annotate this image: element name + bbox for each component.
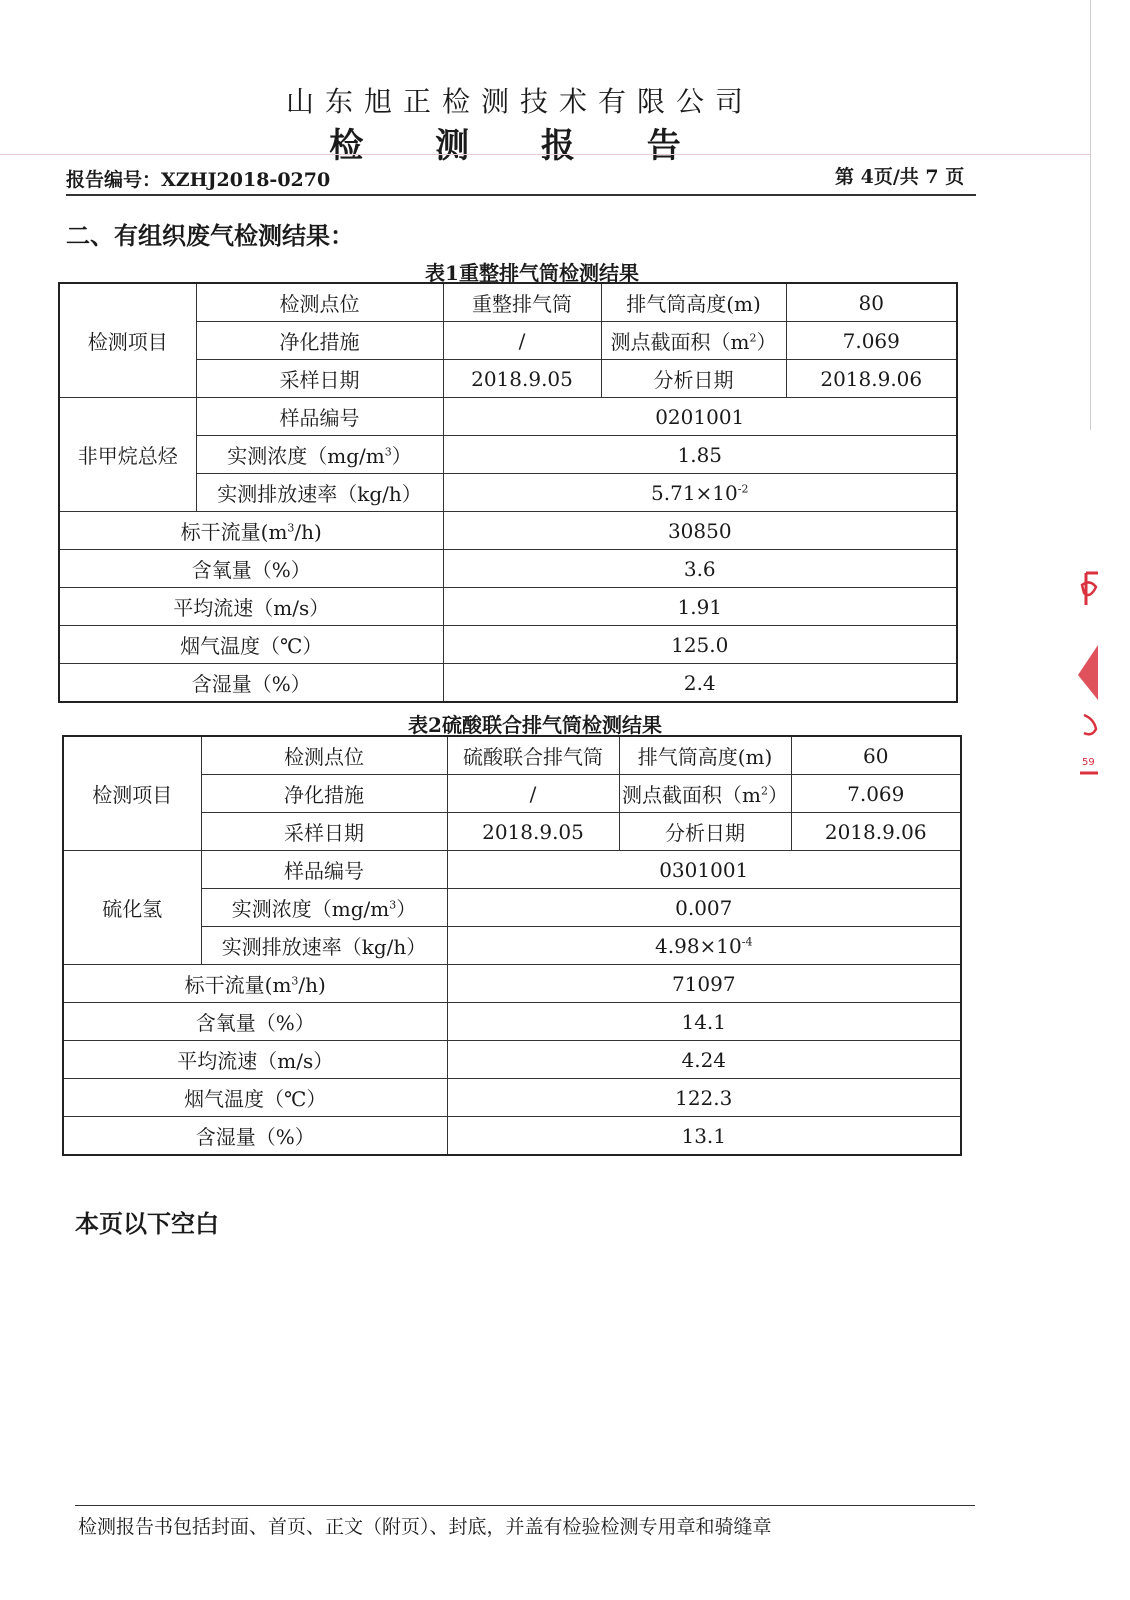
page-edge — [1090, 0, 1091, 430]
table-row — [63, 851, 961, 889]
table-row — [59, 398, 957, 436]
cell-value: 125.0 — [443, 626, 957, 664]
cell-value: 2018.9.05 — [443, 360, 601, 398]
cell-value: 7.069 — [791, 775, 961, 813]
cell-label: 含湿量（%） — [59, 664, 443, 703]
pollutant-label: 非甲烷总烃 — [59, 398, 196, 512]
cell-value: 1.91 — [443, 588, 957, 626]
table-row — [63, 1117, 961, 1156]
cell-value: 2.4 — [443, 664, 957, 703]
cell-label: 标干流量$(m^3/h)$ — [63, 965, 447, 1003]
header-rule — [66, 194, 976, 196]
cell-value: 71097 — [447, 965, 961, 1003]
cell-label: 含湿量（%） — [63, 1117, 447, 1156]
cell-value: 122.3 — [447, 1079, 961, 1117]
table-row — [63, 1003, 961, 1041]
cell-label: 烟气温度（℃） — [63, 1079, 447, 1117]
cell-label: 含氧量（%） — [59, 550, 443, 588]
cell-value: 2018.9.06 — [786, 360, 957, 398]
cell-label: 检测点位 — [201, 736, 447, 775]
project-label: 检测项目 — [63, 736, 201, 851]
cell-value: 7.069 — [786, 322, 957, 360]
table-row — [59, 588, 957, 626]
cell-label: 标干流量$(m^3/h)$ — [59, 512, 443, 550]
cell-value: 2018.9.06 — [791, 813, 961, 851]
cell-label: 排气筒高度(m) — [601, 283, 786, 322]
cell-value: 13.1 — [447, 1117, 961, 1156]
footer-note: 检测报告书包括封面、首页、正文（附页）、封底，并盖有检验检测专用章和骑缝章 — [78, 1516, 772, 1538]
cell-label: 分析日期 — [601, 360, 786, 398]
cell-label: 样品编号 — [196, 398, 443, 436]
table-row — [63, 1041, 961, 1079]
table2 — [62, 735, 962, 1156]
table-row — [59, 512, 957, 550]
blank-page-note: 本页以下空白 — [75, 1209, 219, 1238]
pollutant-label: 硫化氢 — [63, 851, 201, 965]
cell-label: 净化措施 — [201, 775, 447, 813]
cell-label: 平均流速（m/s） — [59, 588, 443, 626]
report-title: 检 测 报 告 — [329, 126, 711, 166]
table2-caption: 表2硫酸联合排气筒检测结果 — [408, 713, 662, 737]
cell-label: 检测点位 — [196, 283, 443, 322]
stamp-text: 59 — [1082, 757, 1095, 768]
report-number: 报告编号：XZHJ2018-0270 — [66, 169, 331, 191]
cell-label: 排气筒高度(m) — [619, 736, 791, 775]
table-row — [63, 736, 961, 775]
cell-value: 80 — [786, 283, 957, 322]
cell-value: 0.007 — [447, 889, 961, 927]
cell-label: 分析日期 — [619, 813, 791, 851]
table-row — [63, 965, 961, 1003]
cell-value: / — [447, 775, 619, 813]
table-row — [59, 664, 957, 703]
cell-label: 平均流速（m/s） — [63, 1041, 447, 1079]
project-label: 检测项目 — [59, 283, 196, 398]
cell-label: 实测浓度$(mg/m^3)$ — [196, 436, 443, 474]
cell-label: 烟气温度（℃） — [59, 626, 443, 664]
table-row — [63, 1079, 961, 1117]
seal-stamp-icon — [1072, 565, 1100, 780]
cell-label: 净化措施 — [196, 322, 443, 360]
cell-value: 30850 — [443, 512, 957, 550]
cell-label: 采样日期 — [196, 360, 443, 398]
cell-value: / — [443, 322, 601, 360]
cell-value: 60 — [791, 736, 961, 775]
cell-label: 实测排放速率（kg/h） — [201, 927, 447, 965]
table1 — [58, 282, 958, 703]
page-number: 第 4页/共 7 页 — [835, 166, 965, 188]
cell-value: 1.85 — [443, 436, 957, 474]
cell-label: 含氧量（%） — [63, 1003, 447, 1041]
table1-caption: 表1重整排气筒检测结果 — [425, 261, 639, 285]
cell-label: 采样日期 — [201, 813, 447, 851]
table-row — [59, 550, 957, 588]
cell-label: 样品编号 — [201, 851, 447, 889]
cell-value: 2018.9.05 — [447, 813, 619, 851]
cell-value: 4.24 — [447, 1041, 961, 1079]
footer-rule — [75, 1505, 975, 1506]
cell-label: 实测浓度$(mg/m^3)$ — [201, 889, 447, 927]
cell-label: 测点截面积$(m^2)$ — [601, 322, 786, 360]
cell-value: $5.71\times 10^{-2}$ — [443, 474, 957, 512]
cell-value: 14.1 — [447, 1003, 961, 1041]
section-title: 二、有组织废气检测结果： — [66, 221, 354, 250]
cell-value: 重整排气筒 — [443, 283, 601, 322]
company-name: 山东旭正检测技术有限公司 — [285, 85, 754, 118]
cell-label: 实测排放速率（kg/h） — [196, 474, 443, 512]
cell-value: 0301001 — [447, 851, 961, 889]
table-row — [59, 626, 957, 664]
table-row — [59, 283, 957, 322]
cell-value: 0201001 — [443, 398, 957, 436]
cell-value: 3.6 — [443, 550, 957, 588]
header-divider — [0, 154, 1090, 155]
cell-label: 测点截面积$(m^2)$ — [619, 775, 791, 813]
cell-value: $4.98\times 10^{-4}$ — [447, 927, 961, 965]
cell-value: 硫酸联合排气筒 — [447, 736, 619, 775]
